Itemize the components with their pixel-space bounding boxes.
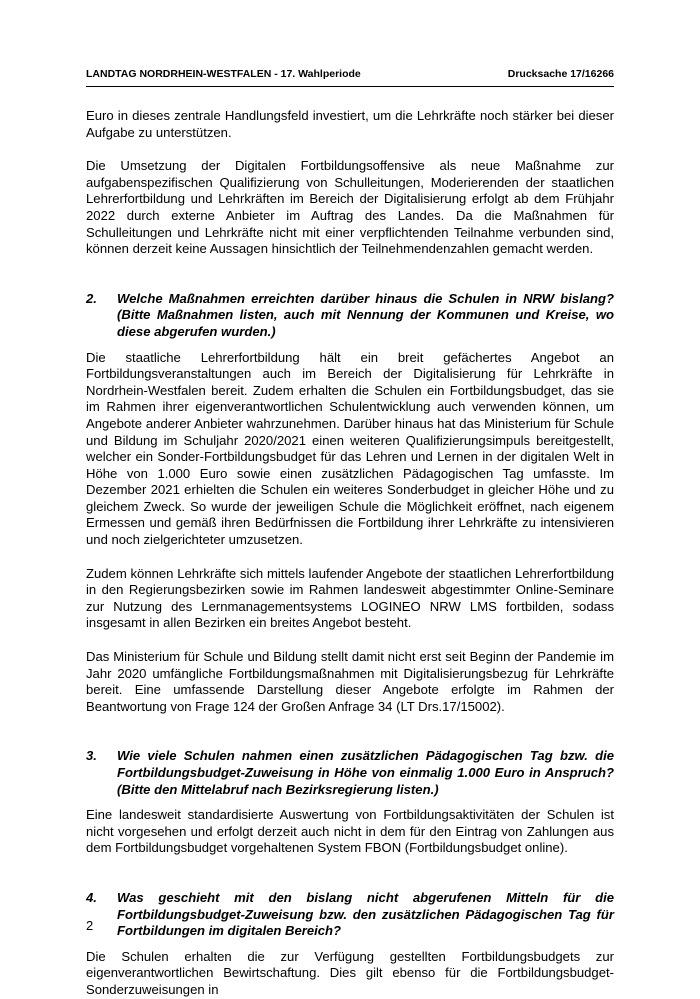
page-header bbox=[86, 68, 614, 80]
question-4-text: Was geschieht mit den bislang nicht abgerufenen Mitteln für die Fortbildungsbudget-Zuweisung bzw. den zusätzlichen Pädagogischen Tag für Fortbildungen im digitalen Bereich? bbox=[117, 889, 614, 939]
paragraph-5: Das Ministerium für Schule und Bildung stellt damit nicht erst seit Beginn der Pandemie im Jahr 2020 umfängliche Fortbildungsmaßnahmen mit Digitalisierungsbezug für Lehrkräfte bereit. Eine umfassende Darstellung dieser Angebote erfolgte im Rahmen der Beantwortung von Frage 124 der Großen Anfrage 34 (LT Drs.17/15002). bbox=[86, 649, 614, 714]
question-3-number: 3. bbox=[86, 748, 97, 764]
header-document-number: Drucksache 17/16266 bbox=[507, 68, 614, 80]
question-2-text: Welche Maßnahmen erreichten darüber hinaus die Schulen in NRW bislang? (Bitte Maßnahmen listen, auch mit Nennung der Kommunen und Kreise, wo diese abgerufen wurden.) bbox=[117, 290, 614, 339]
question-4 bbox=[86, 890, 614, 940]
page-number: 2 bbox=[86, 918, 94, 933]
paragraph-6: Eine landesweit standardisierte Auswertung von Fortbildungsaktivitäten der Schulen ist nicht vorgesehen und erfolgt derzeit auch nicht in dem für den Eintrag von Zahlungen aus dem Fortbildungsbudget vorgehaltenen System FBON (Fortbildungsbudget online). bbox=[86, 807, 614, 856]
question-3-text: Wie viele Schulen nahmen einen zusätzlichen Pädagogischen Tag bzw. die Fortbildungsbudget-Zuweisung in Höhe von einmalig 1.000 Euro in Anspruch? (Bitte den Mittelabruf nach Bezirksregierung listen.) bbox=[117, 748, 614, 797]
paragraph-4: Zudem können Lehrkräfte sich mittels laufender Angebote der staatlichen Lehrerfortbildung in den Regierungsbezirken sowie im Rahmen landesweit abgestimmter Online-Seminare zur Nutzung des Lernmanagementsystems LOGINEO NRW LMS fortbilden, sodass insgesamt in allen Bezirken ein breites Angebot besteht. bbox=[86, 565, 614, 631]
document-body bbox=[86, 108, 614, 999]
question-3 bbox=[86, 748, 614, 798]
paragraph-1: Euro in dieses zentrale Handlungsfeld investiert, um die Lehrkräfte noch stärker bei dieser Aufgabe zu unterstützen. bbox=[86, 108, 614, 140]
question-4-number: 4. bbox=[86, 889, 97, 905]
header-parliament: LANDTAG NORDRHEIN-WESTFALEN - 17. Wahlperiode bbox=[86, 68, 361, 80]
paragraph-2: Die Umsetzung der Digitalen Fortbildungsoffensive als neue Maßnahme zur aufgabenspezifischen Qualifizierung von Schulleitungen, Moderierenden der staatlichen Lehrerfortbildung und Lehrkräften im Bereich der Digitalisierung erfolgt ab dem Frühjahr 2022 durch externe Anbieter im Auftrag des Landes. Da die Maßnahmen für Schulleitungen und Lehrkräfte nicht mit einer verpflichtenden Teilnahme verbunden sind, können derzeit keine Aussagen hinsichtlich der Teilnehmendenzahlen gemacht werden. bbox=[86, 158, 614, 257]
paragraph-7: Die Schulen erhalten die zur Verfügung gestellten Fortbildungsbudgets zur eigenverantwortlichen Bewirtschaftung. Dies gilt ebenso für die Fortbildungsbudget-Sonderzuweisungen in bbox=[86, 948, 614, 997]
paragraph-3: Die staatliche Lehrerfortbildung hält ein breit gefächertes Angebot an Fortbildungsveranstaltungen auch im Bereich der Digitalisierung für Lehrkräfte in Nordrhein-Westfalen bereit. Zudem erhalten die Schulen ein Fortbildungsbudget, das sie im Rahmen ihrer eigenverantwortlichen Schulentwicklung auch verwenden können, um Angebote anderer Anbieter wahrzunehmen. Darüber hinaus hat das Ministerium für Schule und Bildung im Schuljahr 2020/2021 einen weiteren Qualifizierungsimpuls bereitgestellt, welcher ein Sonder-Fortbildungsbudget für das Lehren und Lernen in der digitalen Welt in Höhe von 1.000 Euro sowie einen zusätzlichen Pädagogischen Tag umfasste. Im Dezember 2021 erhielten die Schulen ein weiteres Sonderbudget in gleicher Höhe und zu gleichem Zweck. So wurde der jeweiligen Schule die Möglichkeit eröffnet, nach eigenem Ermessen und gemäß ihren Bedürfnissen die Fortbildung ihrer Lehrkräfte zu intensivieren und noch zielgerichteter umzusetzen. bbox=[86, 349, 614, 548]
question-2 bbox=[86, 291, 614, 341]
header-divider bbox=[86, 86, 614, 87]
question-2-number: 2. bbox=[86, 290, 97, 306]
